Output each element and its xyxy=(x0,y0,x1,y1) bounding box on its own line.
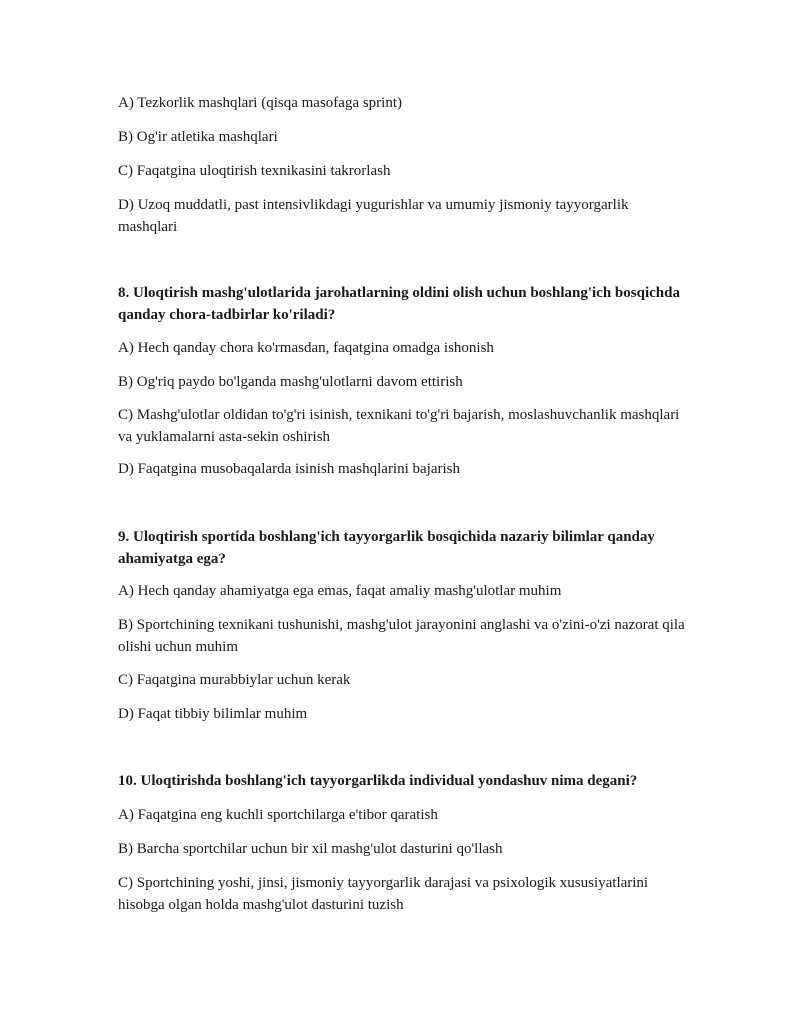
q9-option-d: D) Faqat tibbiy bilimlar muhim xyxy=(118,706,308,722)
q10-option-a: A) Faqatgina eng kuchli sportchilarga e'tibor qaratish xyxy=(118,807,438,823)
q8-option-d: D) Faqatgina musobaqalarda isinish mashqlarini bajarish xyxy=(118,461,461,477)
q7-option-b: B) Og'ir atletika mashqlari xyxy=(118,129,278,145)
q8-option-a: A) Hech qanday chora ko'rmasdan, faqatgina omadga ishonish xyxy=(118,340,494,356)
q8-option-b: B) Og'riq paydo bo'lganda mashg'ulotlarni davom ettirish xyxy=(118,374,463,390)
q9-option-a: A) Hech qanday ahamiyatga ega emas, faqat amaliy mashg'ulotlar muhim xyxy=(118,583,562,599)
q9-option-c: C) Faqatgina murabbiylar uchun kerak xyxy=(118,672,351,688)
q10-option-c: C) Sportchining yoshi, jinsi, jismoniy tayyorgarlik darajasi va psixologik xususiyatlarini hisobga olgan holda mashg'ulot dasturini tuzish xyxy=(118,875,649,913)
q9-question: 9. Uloqtirish sportida boshlang'ich tayyorgarlik bosqichida nazariy bilimlar qanday ahamiyatga ega? xyxy=(118,529,655,567)
q7-option-d: D) Uzoq muddatli, past intensivlikdagi yugurishlar va umumiy jismoniy tayyorgarlik mashqlari xyxy=(118,197,629,235)
q8-option-c: C) Mashg'ulotlar oldidan to'g'ri isinish, texnikani to'g'ri bajarish, moslashuvchanlik mashqlari va yuklamalarni asta-sekin oshirish xyxy=(118,407,680,445)
q7-option-a: A) Tezkorlik mashqlari (qisqa masofaga sprint) xyxy=(118,95,403,111)
q8-question: 8. Uloqtirish mashg'ulotlarida jarohatlarning oldini olish uchun boshlang'ich bosqichda qanday chora-tadbirlar ko'riladi? xyxy=(118,285,680,323)
q10-option-b: B) Barcha sportchilar uchun bir xil mashg'ulot dasturini qo'llash xyxy=(118,841,503,857)
q7-option-c: C) Faqatgina uloqtirish texnikasini takrorlash xyxy=(118,163,391,179)
q9-option-b: B) Sportchining texnikani tushunishi, mashg'ulot jarayonini anglashi va o'zini-o'zi nazorat qila olishi uchun muhim xyxy=(118,617,685,655)
q10-question: 10. Uloqtirishda boshlang'ich tayyorgarlikda individual yondashuv nima degani? xyxy=(118,773,638,789)
